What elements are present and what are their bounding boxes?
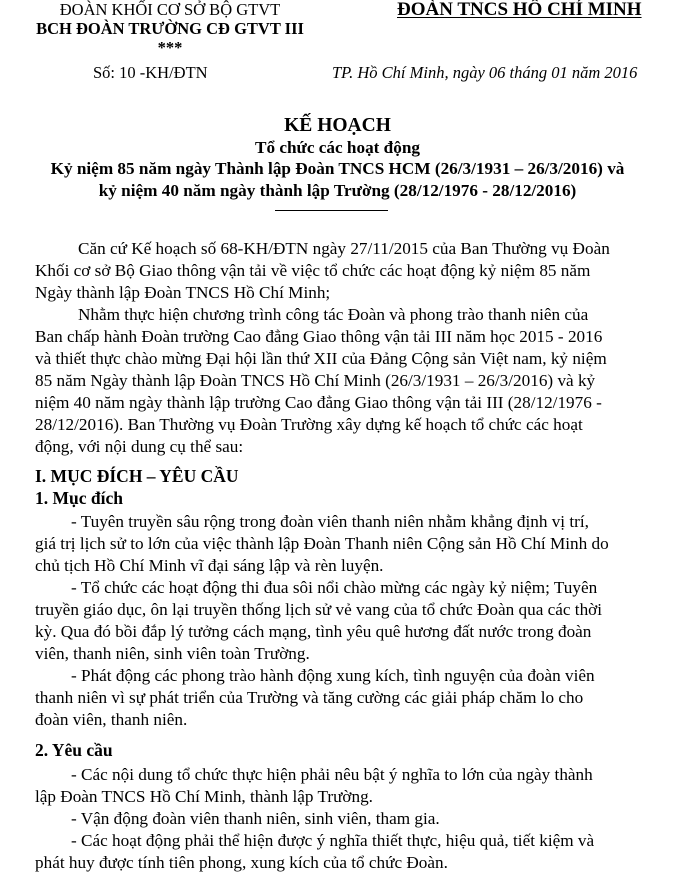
intro-line: và thiết thực chào mừng Đại hội lần thứ XII của Đảng Cộng sản Việt nam, kỷ niệm bbox=[35, 349, 607, 368]
org-header-left bbox=[0, 0, 340, 57]
doc-title: KẾ HOẠCH bbox=[284, 115, 391, 136]
requirement-line: - Các nội dung tổ chức thực hiện phải nêu bật ý nghĩa to lớn của ngày thành bbox=[71, 765, 593, 784]
purpose-line: thanh niên vì sự phát triển của Trường và tăng cường các giải pháp chăm lo cho bbox=[35, 688, 584, 707]
purpose-line: - Tổ chức các hoạt động thi đua sôi nổi chào mừng các ngày kỷ niệm; Tuyên bbox=[71, 578, 598, 597]
requirement-line: lập Đoàn TNCS Hồ Chí Minh, thành lập Trường. bbox=[35, 787, 373, 806]
org-line-2: BCH ĐOÀN TRƯỜNG CĐ GTVT III bbox=[36, 19, 304, 38]
intro-line: Căn cứ Kế hoạch số 68-KH/ĐTN ngày 27/11/2015 của Ban Thường vụ Đoàn bbox=[78, 239, 610, 258]
doc-subtitle-3: kỷ niệm 40 năm ngày thành lập Trường (28/12/1976 - 28/12/2016) bbox=[98, 181, 577, 200]
doc-number: Số: 10 -KH/ĐTN bbox=[93, 63, 208, 82]
subsection-heading: 1. Mục đích bbox=[35, 488, 123, 508]
intro-line: Nhằm thực hiện chương trình công tác Đoàn và phong trào thanh niên của bbox=[78, 305, 589, 324]
doc-subtitle-1: Tổ chức các hoạt động bbox=[254, 138, 420, 157]
requirement-line: - Vận động đoàn viên thanh niên, sinh viên, tham gia. bbox=[71, 809, 440, 828]
purpose-line: - Tuyên truyền sâu rộng trong đoàn viên thanh niên nhằm khẳng định vị trí, bbox=[71, 512, 589, 531]
requirement-line: - Các hoạt động phải thể hiện được ý nghĩa thiết thực, hiệu quả, tiết kiệm và bbox=[71, 831, 595, 850]
intro-line: động, với nội dung cụ thể sau: bbox=[35, 437, 244, 456]
union-name: ĐOÀN TNCS HỒ CHÍ MINH bbox=[397, 0, 642, 20]
doc-subtitle-2: Kỷ niệm 85 năm ngày Thành lập Đoàn TNCS HCM (26/3/1931 – 26/3/2016) và bbox=[50, 159, 625, 178]
place-date: TP. Hồ Chí Minh, ngày 06 tháng 01 năm 2016 bbox=[332, 63, 638, 82]
purpose-line: viên, thanh niên, sinh viên toàn Trường. bbox=[35, 644, 310, 663]
subsection-heading: 2. Yêu cầu bbox=[35, 740, 113, 760]
title-divider bbox=[275, 210, 388, 211]
purpose-line: - Phát động các phong trào hành động xung kích, tình nguyện của đoàn viên bbox=[71, 666, 595, 685]
intro-line: niệm 40 năm ngày thành lập trường Cao đẳng Giao thông vận tải III (28/12/1976 - bbox=[35, 393, 602, 412]
stars-divider: *** bbox=[157, 38, 183, 57]
intro-line: Ban chấp hành Đoàn trường Cao đẳng Giao thông vận tải III năm học 2015 - 2016 bbox=[35, 327, 603, 346]
purpose-line: giá trị lịch sử to lớn của việc thành lập Đoàn Thanh niên Cộng sản Hồ Chí Minh do bbox=[35, 534, 609, 553]
purpose-line: kỳ. Qua đó bồi đắp lý tưởng cách mạng, tình yêu quê hương đất nước trong đoàn bbox=[35, 622, 592, 641]
intro-line: Khối cơ sở Bộ Giao thông vận tải về việc tổ chức các hoạt động kỷ niệm 85 năm bbox=[35, 261, 591, 280]
purpose-line: đoàn viên, thanh niên. bbox=[35, 710, 188, 729]
purpose-line: truyền giáo dục, ôn lại truyền thống lịch sử vẻ vang của tổ chức Đoàn qua các thời bbox=[35, 600, 603, 619]
intro-line: Ngày thành lập Đoàn TNCS Hồ Chí Minh; bbox=[35, 283, 331, 302]
purpose-line: chủ tịch Hồ Chí Minh vĩ đại sáng lập và rèn luyện. bbox=[35, 556, 384, 575]
org-line-1: ĐOÀN KHỐI CƠ SỞ BỘ GTVT bbox=[59, 0, 281, 19]
section-heading: I. MỤC ĐÍCH – YÊU CẦU bbox=[35, 466, 239, 486]
intro-line: 28/12/2016). Ban Thường vụ Đoàn Trường xây dựng kế hoạch tổ chức các hoạt bbox=[35, 415, 583, 434]
requirement-line: phát huy được tính tiên phong, xung kích của tổ chức Đoàn. bbox=[35, 853, 448, 872]
intro-line: 85 năm Ngày thành lập Đoàn TNCS Hồ Chí Minh (26/3/1931 – 26/3/2016) và kỷ bbox=[35, 371, 596, 390]
